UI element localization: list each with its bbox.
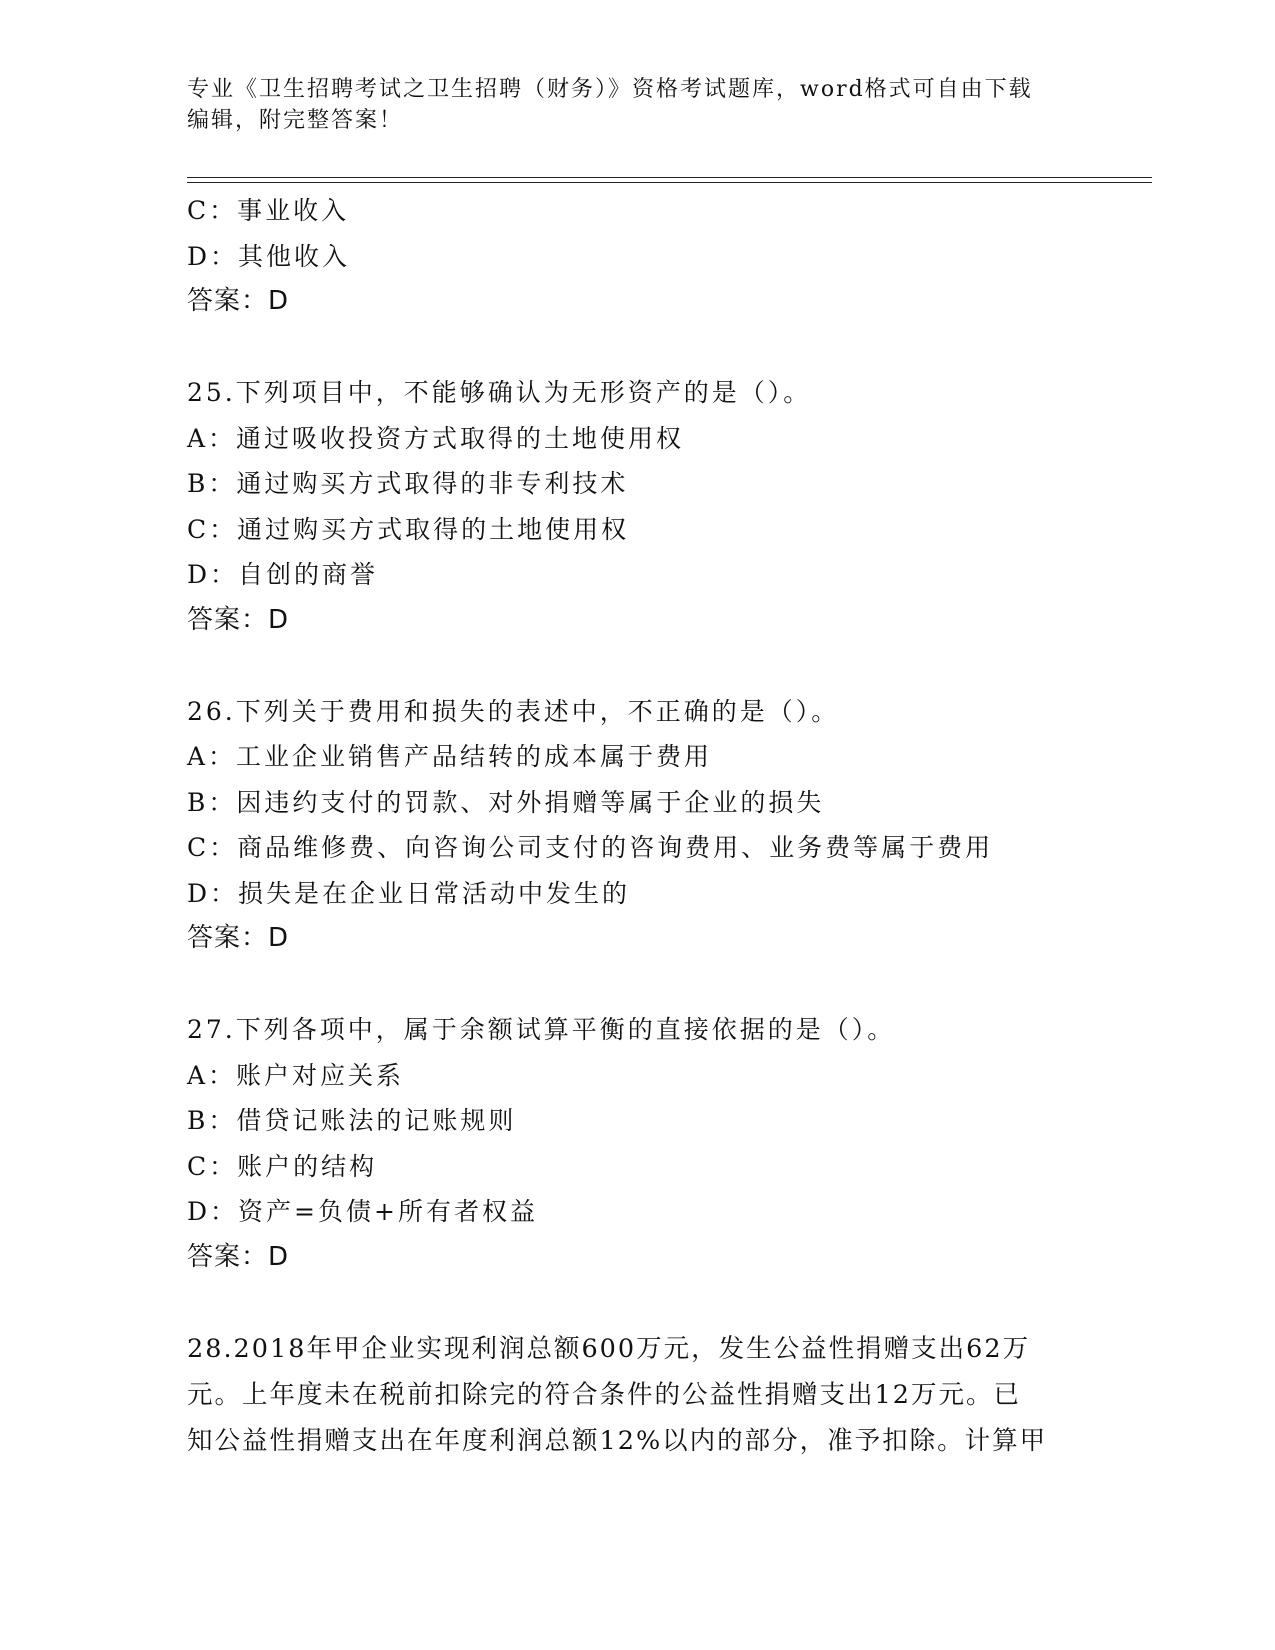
header-line-2: 编辑，附完整答案！ [187,108,404,133]
question-stem: 27.下列各项中，属于余额试算平衡的直接依据的是（）。 [187,1015,896,1044]
option-c: C：商品维修费、向咨询公司支付的咨询费用、业务费等属于费用 [187,833,994,862]
document-header [187,74,1087,136]
option-a: A：工业企业销售产品结转的成本属于费用 [187,742,713,771]
question-25 [187,370,1087,643]
question-27 [187,1007,1087,1280]
answer-line: 答案：D [187,923,290,953]
header-rule-top [187,177,1152,178]
question-28-line-1: 28.2018年甲企业实现利润总额600万元，发生公益性捐赠支出62万 [187,1333,1031,1364]
option-d: D：自创的商誉 [187,560,379,589]
header-rule-bottom [187,182,1152,183]
option-b: B：借贷记账法的记账规则 [187,1106,517,1135]
answer-line: 答案：D [187,1241,290,1272]
question-content [187,188,1087,1464]
answer-line: 答案：D [187,604,290,635]
option-a: A：账户对应关系 [187,1060,405,1090]
option-b: B：通过购买方式取得的非专利技术 [187,469,629,498]
question-28-line-2: 元。上年度未在税前扣除完的符合条件的公益性捐赠支出12万元。已 [187,1379,1021,1410]
question-26 [187,689,1087,962]
answer-line: 答案：D [187,286,290,316]
previous-question-tail [187,188,1087,325]
option-c: C：事业收入 [187,196,350,225]
option-d: D：损失是在企业日常活动中发生的 [187,878,631,908]
option-c: C：通过购买方式取得的土地使用权 [187,514,630,544]
header-line-1: 专业《卫生招聘考试之卫生招聘（财务）》资格考试题库，word格式可自由下载 [187,77,1033,102]
option-d: D：其他收入 [187,241,351,271]
option-d: D：资产=负债+所有者权益 [187,1197,538,1226]
question-stem: 25.下列项目中，不能够确认为无形资产的是（）。 [187,378,812,407]
question-28 [187,1326,1082,1464]
question-stem: 26.下列关于费用和损失的表述中，不正确的是（）。 [187,696,840,726]
question-28-line-3: 知公益性捐赠支出在年度利润总额12%以内的部分，准予扣除。计算甲 [187,1425,1048,1456]
option-c: C：账户的结构 [187,1151,378,1181]
option-b: B：因违约支付的罚款、对外捐赠等属于企业的损失 [187,787,825,817]
option-a: A：通过吸收投资方式取得的土地使用权 [187,423,685,453]
